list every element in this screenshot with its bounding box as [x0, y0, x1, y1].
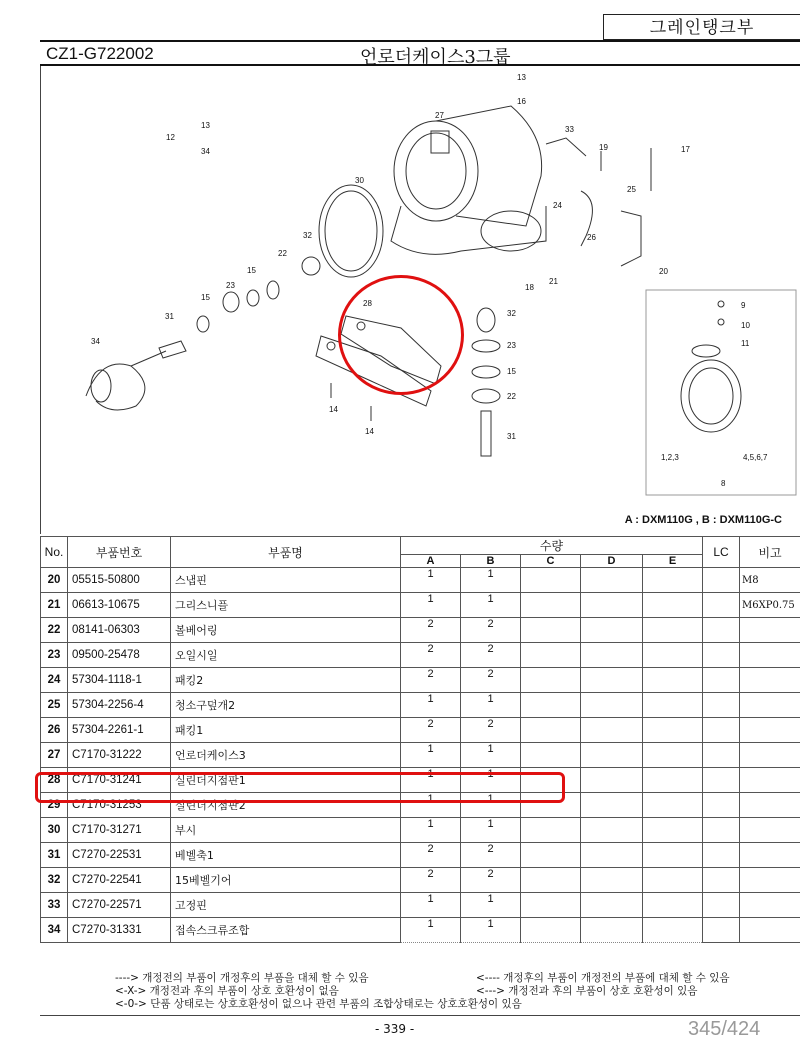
svg-text:14: 14 — [329, 405, 338, 414]
svg-text:17: 17 — [681, 145, 690, 154]
row-part-no: C7170-31253 — [68, 793, 171, 818]
svg-text:4,5,6,7: 4,5,6,7 — [743, 453, 768, 462]
row-qty-b: 2 — [461, 643, 521, 668]
row-remark — [740, 843, 800, 868]
row-no: 29 — [41, 793, 68, 818]
section-label: 그레인탱크부 — [603, 14, 800, 40]
row-qty-b: 1 — [461, 593, 521, 618]
svg-text:31: 31 — [507, 432, 516, 441]
row-name: 그리스니플 — [171, 593, 401, 618]
row-qty-a: 2 — [401, 718, 461, 743]
svg-text:22: 22 — [278, 249, 287, 258]
legend-right — [476, 972, 730, 998]
row-remark — [740, 718, 800, 743]
row-part-no: 05515-50800 — [68, 568, 171, 593]
row-qty-b: 1 — [461, 568, 521, 593]
row-no: 21 — [41, 593, 68, 618]
row-part-no: 57304-2261-1 — [68, 718, 171, 743]
row-no: 31 — [41, 843, 68, 868]
svg-text:1,2,3: 1,2,3 — [661, 453, 679, 462]
row-remark — [740, 793, 800, 818]
row-qty-b: 1 — [461, 793, 521, 818]
row-part-no: C7270-31331 — [68, 918, 171, 943]
svg-text:34: 34 — [91, 337, 100, 346]
row-no: 26 — [41, 718, 68, 743]
parts-table — [40, 536, 800, 943]
header-name: 부품명 — [171, 537, 401, 568]
row-qty-a: 2 — [401, 668, 461, 693]
row-remark — [740, 818, 800, 843]
row-name: 스냅핀 — [171, 568, 401, 593]
header-no: No. — [41, 537, 68, 568]
row-qty-a: 1 — [401, 593, 461, 618]
row-name: 볼베어링 — [171, 618, 401, 643]
table-row — [41, 918, 800, 943]
row-no: 32 — [41, 868, 68, 893]
table-row — [41, 893, 800, 918]
row-name: 접속스크류조합 — [171, 918, 401, 943]
row-no: 34 — [41, 918, 68, 943]
svg-text:31: 31 — [165, 312, 174, 321]
row-qty-a: 2 — [401, 618, 461, 643]
row-qty-a: 1 — [401, 818, 461, 843]
row-name: 실린더지점판2 — [171, 793, 401, 818]
legend-left — [115, 972, 522, 1011]
row-name: 고정핀 — [171, 893, 401, 918]
housing-outer — [394, 121, 478, 221]
svg-text:25: 25 — [627, 185, 636, 194]
model-caption: A : DXM110G , B : DXM110G-C — [624, 514, 782, 526]
svg-text:15: 15 — [201, 293, 210, 302]
header-remark: 비고 — [740, 537, 800, 568]
row-name: 실린더지점판1 — [171, 768, 401, 793]
row-qty-b: 1 — [461, 818, 521, 843]
row-qty-a: 2 — [401, 843, 461, 868]
svg-text:9: 9 — [741, 301, 746, 310]
row-remark — [740, 893, 800, 918]
legend-line: <-0-> 단품 상태로는 상호호환성이 없으나 관련 부품의 조합상태로는 상호호환성이 있음 — [115, 998, 522, 1010]
svg-text:30: 30 — [355, 176, 364, 185]
row-remark — [740, 693, 800, 718]
svg-text:18: 18 — [525, 283, 534, 292]
row-name: 15베벨기어 — [171, 868, 401, 893]
table-row — [41, 718, 800, 743]
row-name: 청소구덮개2 — [171, 693, 401, 718]
svg-text:13: 13 — [517, 73, 526, 82]
page-title: 언로더케이스3그룹 — [360, 47, 511, 68]
header-qty-a: A — [401, 555, 461, 568]
legend-line: <-X-> 개정전과 후의 부품이 상호 호환성이 없음 — [115, 985, 339, 997]
row-name: 부시 — [171, 818, 401, 843]
row-qty-b: 2 — [461, 668, 521, 693]
row-remark: M6XP0.75 — [740, 593, 800, 618]
header-qty-d: D — [581, 555, 643, 568]
svg-text:27: 27 — [435, 111, 444, 120]
row-name: 패킹1 — [171, 718, 401, 743]
row-no: 28 — [41, 768, 68, 793]
svg-text:12: 12 — [166, 133, 175, 142]
row-remark: M8 — [740, 568, 800, 593]
table-row — [41, 618, 800, 643]
svg-text:28: 28 — [363, 299, 372, 308]
table-row — [41, 818, 800, 843]
row-no: 24 — [41, 668, 68, 693]
table-row — [41, 593, 800, 618]
title-bar — [40, 40, 800, 66]
highlight-box-row-28 — [35, 772, 565, 803]
row-qty-a: 1 — [401, 793, 461, 818]
row-qty-a: 2 — [401, 643, 461, 668]
row-part-no: C7270-22571 — [68, 893, 171, 918]
svg-text:8: 8 — [721, 479, 726, 488]
row-qty-a: 1 — [401, 693, 461, 718]
page-number: - 339 - — [375, 1022, 415, 1036]
table-row — [41, 668, 800, 693]
row-part-no: C7270-22541 — [68, 868, 171, 893]
table-row — [41, 568, 800, 593]
row-part-no: C7170-31241 — [68, 768, 171, 793]
svg-text:16: 16 — [517, 97, 526, 106]
row-qty-b: 2 — [461, 618, 521, 643]
row-part-no: 57304-2256-4 — [68, 693, 171, 718]
legend-line: <---- 개정후의 부품이 개정전의 부품에 대체 할 수 있음 — [476, 972, 730, 984]
svg-text:10: 10 — [741, 321, 750, 330]
table-row — [41, 643, 800, 668]
svg-text:13: 13 — [201, 121, 210, 130]
header-lc: LC — [703, 537, 740, 568]
row-part-no: C7170-31271 — [68, 818, 171, 843]
row-qty-a: 1 — [401, 918, 461, 943]
row-remark — [740, 768, 800, 793]
table-row — [41, 868, 800, 893]
row-qty-b: 2 — [461, 718, 521, 743]
row-no: 20 — [41, 568, 68, 593]
row-name: 오일시일 — [171, 643, 401, 668]
header-qty: 수량 — [401, 537, 703, 555]
header-qty-e: E — [643, 555, 703, 568]
svg-text:23: 23 — [226, 281, 235, 290]
row-remark — [740, 743, 800, 768]
row-qty-b: 1 — [461, 743, 521, 768]
row-no: 30 — [41, 818, 68, 843]
header-part-no: 부품번호 — [68, 537, 171, 568]
header-qty-c: C — [521, 555, 581, 568]
svg-text:15: 15 — [507, 367, 516, 376]
row-part-no: 06613-10675 — [68, 593, 171, 618]
row-qty-a: 1 — [401, 743, 461, 768]
header-qty-b: B — [461, 555, 521, 568]
svg-text:20: 20 — [659, 267, 668, 276]
row-part-no: C7170-31222 — [68, 743, 171, 768]
row-part-no: 08141-06303 — [68, 618, 171, 643]
svg-text:22: 22 — [507, 392, 516, 401]
table-row — [41, 843, 800, 868]
svg-text:15: 15 — [247, 266, 256, 275]
row-qty-a: 2 — [401, 868, 461, 893]
page-count: 345/424 — [688, 1018, 761, 1040]
row-part-no: 57304-1118-1 — [68, 668, 171, 693]
row-remark — [740, 618, 800, 643]
row-qty-b: 1 — [461, 918, 521, 943]
row-qty-b: 1 — [461, 693, 521, 718]
row-no: 23 — [41, 643, 68, 668]
svg-text:34: 34 — [201, 147, 210, 156]
row-name: 베벨축1 — [171, 843, 401, 868]
table-row — [41, 743, 800, 768]
legend-line: ----> 개정전의 부품이 개정후의 부품을 대체 할 수 있음 — [115, 972, 369, 984]
row-name: 언로더케이스3 — [171, 743, 401, 768]
row-remark — [740, 643, 800, 668]
group-code: CZ1-G722002 — [46, 44, 154, 63]
svg-text:26: 26 — [587, 233, 596, 242]
row-qty-b: 2 — [461, 843, 521, 868]
row-remark — [740, 668, 800, 693]
row-name: 패킹2 — [171, 668, 401, 693]
svg-text:11: 11 — [741, 339, 750, 348]
svg-text:23: 23 — [507, 341, 516, 350]
highlight-circle-part-28 — [338, 275, 464, 395]
svg-text:32: 32 — [507, 309, 516, 318]
svg-text:14: 14 — [365, 427, 374, 436]
row-remark — [740, 868, 800, 893]
svg-text:33: 33 — [565, 125, 574, 134]
row-no: 22 — [41, 618, 68, 643]
row-qty-b: 1 — [461, 768, 521, 793]
row-qty-a: 1 — [401, 568, 461, 593]
row-part-no: 09500-25478 — [68, 643, 171, 668]
svg-text:32: 32 — [303, 231, 312, 240]
row-remark — [740, 918, 800, 943]
row-no: 25 — [41, 693, 68, 718]
row-no: 27 — [41, 743, 68, 768]
svg-text:21: 21 — [549, 277, 558, 286]
svg-text:19: 19 — [599, 143, 608, 152]
row-qty-a: 1 — [401, 893, 461, 918]
row-qty-b: 1 — [461, 893, 521, 918]
row-no: 33 — [41, 893, 68, 918]
table-row — [41, 693, 800, 718]
row-part-no: C7270-22531 — [68, 843, 171, 868]
row-qty-a: 1 — [401, 768, 461, 793]
footer-divider — [40, 1015, 800, 1016]
row-qty-b: 2 — [461, 868, 521, 893]
legend-line: <---> 개정전과 후의 부품이 상호 호환성이 있음 — [476, 985, 698, 997]
svg-text:24: 24 — [553, 201, 562, 210]
